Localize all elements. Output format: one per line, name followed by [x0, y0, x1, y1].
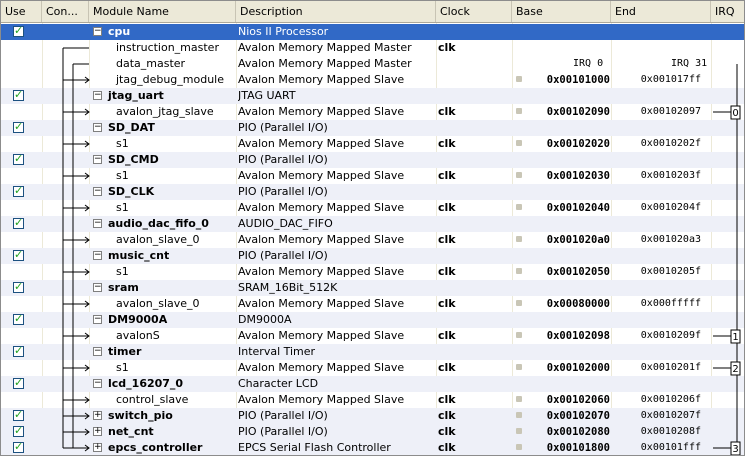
end-address: 0x0010201f: [640, 362, 701, 373]
description: EPCS Serial Flash Controller: [238, 441, 391, 454]
expand-icon[interactable]: +: [94, 410, 102, 420]
module-name[interactable]: jtag_uart: [108, 89, 164, 102]
port-name[interactable]: avalon_slave_0: [116, 233, 200, 246]
description: PIO (Parallel I/O): [238, 409, 328, 422]
column-header-connections[interactable]: Con...: [42, 1, 89, 22]
module-name[interactable]: lcd_16207_0: [108, 377, 184, 390]
description: Avalon Memory Mapped Slave: [238, 201, 405, 214]
description: Avalon Memory Mapped Slave: [238, 393, 405, 406]
base-address[interactable]: 0x00102060: [546, 394, 610, 406]
port-name[interactable]: s1: [116, 169, 129, 182]
module-name[interactable]: net_cnt: [108, 425, 154, 438]
description: PIO (Parallel I/O): [238, 425, 328, 438]
description: PIO (Parallel I/O): [238, 121, 328, 134]
end-address: 0x00102097: [640, 106, 701, 117]
end-address: 0x0010209f: [640, 330, 701, 341]
port-name[interactable]: avalon_slave_0: [116, 297, 200, 310]
collapse-icon[interactable]: −: [94, 378, 102, 388]
description: Avalon Memory Mapped Master: [238, 57, 412, 70]
base-address[interactable]: 0x00102000: [546, 362, 610, 374]
clock-select[interactable]: clk: [438, 233, 456, 246]
clock-select[interactable]: clk: [438, 425, 456, 438]
description: Avalon Memory Mapped Slave: [238, 265, 405, 278]
module-name[interactable]: audio_dac_fifo_0: [108, 217, 209, 230]
port-name[interactable]: s1: [116, 201, 129, 214]
end-address: 0x0010205f: [640, 266, 701, 277]
column-header-description[interactable]: Description: [236, 1, 436, 22]
clock-select[interactable]: clk: [438, 41, 456, 54]
base-address[interactable]: 0x00101800: [546, 442, 610, 454]
description: Avalon Memory Mapped Slave: [238, 73, 405, 86]
port-name[interactable]: control_slave: [116, 393, 189, 406]
clock-select[interactable]: clk: [438, 393, 456, 406]
collapse-icon[interactable]: −: [94, 154, 102, 164]
end-address: 0x001017ff: [640, 74, 701, 85]
description: Avalon Memory Mapped Slave: [238, 137, 405, 150]
end-address: 0x0010203f: [640, 170, 701, 181]
base-address[interactable]: 0x00102098: [546, 330, 610, 342]
description: Avalon Memory Mapped Slave: [238, 329, 405, 342]
module-name[interactable]: timer: [108, 345, 142, 358]
description: Avalon Memory Mapped Slave: [238, 169, 405, 182]
base-address[interactable]: 0x00102030: [546, 170, 610, 182]
irq-number: 0: [732, 108, 739, 119]
description: Avalon Memory Mapped Slave: [238, 105, 405, 118]
description: Character LCD: [238, 377, 319, 390]
clock-select[interactable]: clk: [438, 105, 456, 118]
port-name[interactable]: s1: [116, 265, 129, 278]
description: PIO (Parallel I/O): [238, 153, 328, 166]
description: DM9000A: [238, 313, 292, 326]
clock-select[interactable]: clk: [438, 201, 456, 214]
clock-select[interactable]: clk: [438, 169, 456, 182]
irq-number: 1: [732, 332, 739, 343]
module-name[interactable]: switch_pio: [108, 409, 173, 422]
module-name[interactable]: SD_CLK: [108, 185, 155, 198]
description: Nios II Processor: [238, 25, 329, 38]
end-address: 0x00101fff: [640, 442, 701, 453]
description: Interval Timer: [238, 345, 316, 358]
end-address: 0x0010206f: [640, 394, 701, 405]
module-name[interactable]: cpu: [108, 25, 131, 38]
description: Avalon Memory Mapped Master: [238, 41, 412, 54]
collapse-icon[interactable]: −: [94, 282, 102, 292]
clock-select[interactable]: clk: [438, 265, 456, 278]
column-header-end[interactable]: End: [611, 1, 711, 22]
base-address[interactable]: 0x00101000: [546, 74, 610, 86]
connection-matrix[interactable]: [1, 24, 745, 456]
clock-select[interactable]: clk: [438, 137, 456, 150]
description: JTAG UART: [238, 89, 296, 102]
collapse-icon[interactable]: −: [94, 314, 102, 324]
column-header-use[interactable]: Use: [1, 1, 42, 22]
base-address[interactable]: 0x00102080: [546, 426, 610, 438]
base-address[interactable]: 0x00080000: [546, 298, 610, 310]
port-name[interactable]: s1: [116, 361, 129, 374]
module-name[interactable]: SD_DAT: [108, 121, 155, 134]
clock-select[interactable]: clk: [438, 409, 456, 422]
module-name[interactable]: music_cnt: [108, 249, 170, 262]
collapse-icon[interactable]: −: [94, 218, 102, 228]
module-name[interactable]: SD_CMD: [108, 153, 159, 166]
description: Avalon Memory Mapped Slave: [238, 233, 405, 246]
port-name[interactable]: jtag_debug_module: [116, 73, 225, 86]
column-header-irq[interactable]: IRQ: [711, 1, 745, 22]
column-header-clock[interactable]: Clock: [436, 1, 512, 22]
port-name[interactable]: avalonS: [116, 329, 160, 342]
irq-number: 3: [732, 444, 739, 455]
description: Avalon Memory Mapped Slave: [238, 297, 405, 310]
base-address[interactable]: 0x00102020: [546, 138, 610, 150]
description: AUDIO_DAC_FIFO: [238, 217, 333, 230]
port-name[interactable]: avalon_jtag_slave: [116, 105, 214, 118]
end-address: 0x0010204f: [640, 202, 701, 213]
collapse-icon[interactable]: −: [94, 346, 102, 356]
end-address: 0x001020a3: [640, 234, 701, 245]
end-address: 0x000fffff: [640, 298, 701, 309]
module-name[interactable]: epcs_controller: [108, 441, 203, 454]
table-header: [1, 1, 745, 23]
description: PIO (Parallel I/O): [238, 185, 328, 198]
end-address: 0x0010207f: [640, 410, 701, 421]
irq-end-label: IRQ 31: [671, 58, 708, 69]
description: PIO (Parallel I/O): [238, 249, 328, 262]
irq-start-label: IRQ 0: [573, 58, 604, 69]
end-address: 0x0010208f: [640, 426, 701, 437]
base-address[interactable]: 0x00102090: [546, 106, 610, 118]
irq-number: 2: [732, 364, 739, 375]
base-address[interactable]: 0x001020a0: [546, 234, 610, 246]
collapse-icon[interactable]: −: [94, 250, 102, 260]
collapse-icon[interactable]: −: [94, 122, 102, 132]
port-name[interactable]: instruction_master: [116, 41, 219, 54]
clock-select[interactable]: clk: [438, 297, 456, 310]
base-address[interactable]: 0x00102050: [546, 266, 610, 278]
clock-select[interactable]: clk: [438, 329, 456, 342]
collapse-icon[interactable]: −: [94, 90, 102, 100]
port-name[interactable]: s1: [116, 137, 129, 150]
description: Avalon Memory Mapped Slave: [238, 361, 405, 374]
base-address[interactable]: 0x00102040: [546, 202, 610, 214]
clock-select[interactable]: clk: [438, 361, 456, 374]
clock-select[interactable]: clk: [438, 441, 456, 454]
port-name[interactable]: data_master: [116, 57, 186, 70]
module-name[interactable]: sram: [108, 281, 139, 294]
column-header-module-name[interactable]: Module Name: [89, 1, 236, 22]
collapse-icon[interactable]: −: [94, 26, 102, 36]
base-address[interactable]: 0x00102070: [546, 410, 610, 422]
column-header-base[interactable]: Base: [512, 1, 611, 22]
expand-icon[interactable]: +: [94, 442, 102, 452]
module-name[interactable]: DM9000A: [108, 313, 168, 326]
expand-icon[interactable]: +: [94, 426, 102, 436]
description: SRAM_16Bit_512K: [238, 281, 338, 294]
end-address: 0x0010202f: [640, 138, 701, 149]
collapse-icon[interactable]: −: [94, 186, 102, 196]
